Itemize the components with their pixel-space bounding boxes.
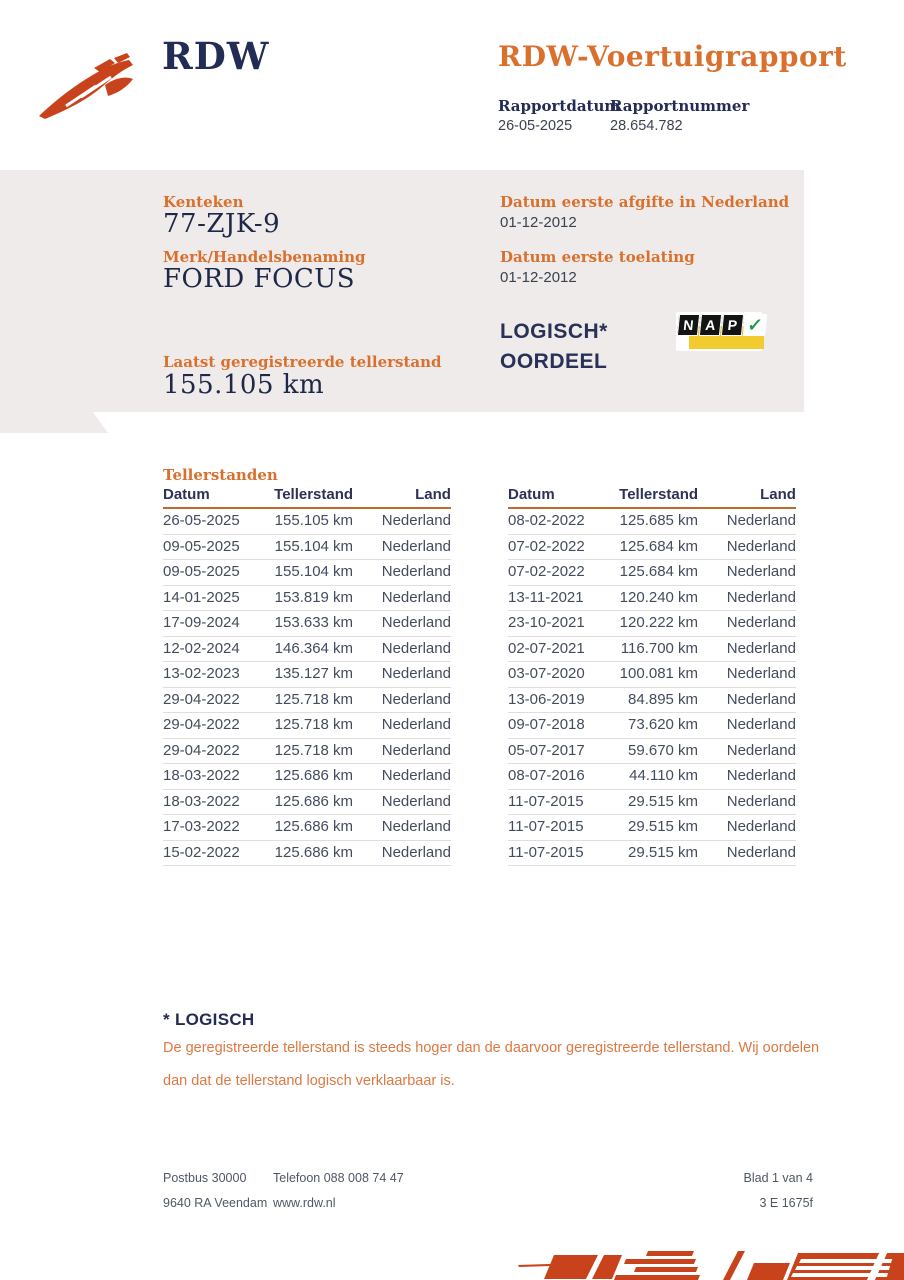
table-row <box>508 535 796 561</box>
table-row <box>163 790 451 816</box>
table-cell: 44.110 km <box>629 767 699 784</box>
table-cell: 73.620 km <box>628 716 699 733</box>
table-cell: 11-07-2015 <box>508 792 584 810</box>
table-cell: 13-02-2023 <box>163 665 240 682</box>
table-cell: 29-04-2022 <box>163 741 240 759</box>
table-cell: 125.686 km <box>274 843 354 861</box>
table-cell: 125.686 km <box>274 767 354 784</box>
table-row <box>163 739 451 765</box>
table-row <box>508 637 796 663</box>
table-cell: Nederland <box>726 588 796 606</box>
table-cell: 07-02-2022 <box>508 537 585 555</box>
table-row <box>508 560 796 586</box>
table-cell: Nederland <box>726 792 796 810</box>
column-header-land: Land <box>760 486 796 503</box>
nap-check-icon: ✓ <box>743 314 767 336</box>
table-row <box>508 662 796 688</box>
report-number-label: Rapportnummer <box>610 97 750 115</box>
table-row <box>508 764 796 790</box>
footer-address-line2: 9640 RA Veendam <box>163 1196 268 1210</box>
table-cell: 125.718 km <box>274 716 354 733</box>
table-row <box>508 611 796 637</box>
table-row <box>508 790 796 816</box>
table-cell: Nederland <box>381 792 451 810</box>
table-cell: Nederland <box>726 665 796 682</box>
tellerstand-label: Laatst geregistreerde tellerstand <box>163 353 442 371</box>
table-cell: 135.127 km <box>274 665 354 682</box>
footer-phone: Telefoon 088 008 74 47 <box>273 1171 404 1185</box>
table-cell: 02-07-2021 <box>508 639 585 657</box>
table-cell: 100.081 km <box>619 665 699 682</box>
table-cell: 03-07-2020 <box>508 665 585 682</box>
table-cell: 125.684 km <box>619 537 699 555</box>
table-cell: 11-07-2015 <box>508 843 584 861</box>
logisch-note-text: De geregistreerde tellerstand is steeds hoger dan de daarvoor geregistreerde tellerstand. Wij oordelen dan dat de tellerstand logisch verklaarbaar is. <box>163 1040 820 1089</box>
table-row <box>163 764 451 790</box>
nap-letter-p: P <box>721 314 744 336</box>
report-number-value: 28.654.782 <box>610 118 683 134</box>
table-row <box>163 815 451 841</box>
table-cell: Nederland <box>726 512 796 529</box>
footer-form-code: 3 E 1675f <box>759 1196 813 1210</box>
table-cell: Nederland <box>726 767 796 784</box>
table-cell: Nederland <box>381 614 451 631</box>
table-cell: 18-03-2022 <box>163 792 240 810</box>
column-header-tellerstand: Tellerstand <box>274 486 354 503</box>
table-cell: 125.685 km <box>619 512 699 529</box>
table-cell: Nederland <box>726 818 796 835</box>
summary-panel-foot <box>0 412 110 433</box>
rdw-feather-logo <box>34 48 144 126</box>
table-row <box>508 586 796 612</box>
table-cell: 29-04-2022 <box>163 690 240 708</box>
verdict-line1: LOGISCH* <box>500 320 608 343</box>
table-row <box>508 713 796 739</box>
table-cell: 84.895 km <box>628 690 699 708</box>
table-cell: 120.222 km <box>619 614 699 631</box>
table-cell: 18-03-2022 <box>163 767 240 784</box>
table-cell: Nederland <box>726 690 796 708</box>
table-cell: 13-11-2021 <box>508 588 584 606</box>
table-row <box>163 688 451 714</box>
table-cell: Nederland <box>726 843 796 861</box>
column-header-tellerstand: Tellerstand <box>619 486 699 503</box>
table-row <box>163 637 451 663</box>
tellerstand-value: 155.105 km <box>163 370 325 400</box>
table-cell: 09-05-2025 <box>163 563 240 580</box>
table-row <box>163 611 451 637</box>
logisch-note-heading: * LOGISCH <box>163 1010 255 1029</box>
table-cell: 14-01-2025 <box>163 588 240 606</box>
table-cell: Nederland <box>381 767 451 784</box>
table-row <box>508 815 796 841</box>
rdw-speed-stripes-graphic <box>498 1238 904 1280</box>
table-cell: Nederland <box>381 512 451 529</box>
column-header-land: Land <box>415 486 451 503</box>
table-cell: Nederland <box>381 690 451 708</box>
table-body <box>163 509 451 866</box>
table-header-row <box>163 486 451 509</box>
table-cell: 59.670 km <box>628 741 699 759</box>
merk-value: FORD FOCUS <box>163 264 356 294</box>
table-cell: 125.686 km <box>274 818 354 835</box>
nap-letter-n: N <box>677 314 700 336</box>
table-cell: Nederland <box>381 588 451 606</box>
table-cell: 146.364 km <box>274 639 354 657</box>
table-row <box>163 535 451 561</box>
verdict-line2: OORDEEL <box>500 350 608 373</box>
table-cell: 05-07-2017 <box>508 741 585 759</box>
table-cell: Nederland <box>726 639 796 657</box>
report-date-label: Rapportdatum <box>498 97 621 115</box>
table-cell: 125.718 km <box>274 690 354 708</box>
table-cell: Nederland <box>381 843 451 861</box>
table-cell: 15-02-2022 <box>163 843 240 861</box>
footer-address-line1: Postbus 30000 <box>163 1171 247 1185</box>
table-cell: 29-04-2022 <box>163 716 240 733</box>
table-cell: Nederland <box>381 741 451 759</box>
table-row <box>163 586 451 612</box>
table-row <box>163 560 451 586</box>
footer-website: www.rdw.nl <box>273 1196 336 1210</box>
page-title: RDW-Voertuigrapport <box>498 40 847 73</box>
table-cell: 116.700 km <box>620 639 699 657</box>
table-cell: 13-06-2019 <box>508 690 585 708</box>
afgifte-value: 01-12-2012 <box>500 214 577 231</box>
column-header-datum: Datum <box>163 486 210 503</box>
table-cell: 09-05-2025 <box>163 537 240 555</box>
table-cell: Nederland <box>381 563 451 580</box>
column-header-datum: Datum <box>508 486 555 503</box>
table-cell: Nederland <box>381 818 451 835</box>
nap-logo <box>676 312 762 351</box>
table-cell: 29.515 km <box>628 818 699 835</box>
table-cell: 23-10-2021 <box>508 614 585 631</box>
table-cell: Nederland <box>726 716 796 733</box>
table-cell: Nederland <box>381 537 451 555</box>
afgifte-label: Datum eerste afgifte in Nederland <box>500 193 790 211</box>
table-cell: Nederland <box>726 563 796 580</box>
table-cell: 09-07-2018 <box>508 716 585 733</box>
table-body <box>508 509 796 866</box>
table-cell: Nederland <box>381 716 451 733</box>
rdw-wordmark: RDW <box>162 34 270 78</box>
table-cell: Nederland <box>381 639 451 657</box>
kenteken-label: Kenteken <box>163 193 244 211</box>
table-cell: 07-02-2022 <box>508 563 585 580</box>
verdict-text <box>500 317 608 377</box>
table-cell: 11-07-2015 <box>508 818 584 835</box>
table-cell: 26-05-2025 <box>163 512 240 529</box>
table-cell: 12-02-2024 <box>163 639 240 657</box>
table-cell: 120.240 km <box>619 588 699 606</box>
tellerstanden-table-right <box>508 486 796 866</box>
table-cell: 153.819 km <box>274 588 354 606</box>
merk-label: Merk/Handelsbenaming <box>163 248 366 266</box>
tellerstanden-table-left <box>163 486 451 866</box>
table-row <box>163 509 451 535</box>
table-cell: Nederland <box>381 665 451 682</box>
table-cell: Nederland <box>726 741 796 759</box>
table-cell: 29.515 km <box>628 792 699 810</box>
table-row <box>163 713 451 739</box>
table-row <box>508 509 796 535</box>
table-row <box>508 688 796 714</box>
report-date-value: 26-05-2025 <box>498 118 573 134</box>
table-row <box>508 739 796 765</box>
toelating-value: 01-12-2012 <box>500 269 577 286</box>
tellerstanden-title: Tellerstanden <box>163 466 278 484</box>
table-cell: 155.105 km <box>274 512 354 529</box>
table-row <box>508 841 796 867</box>
table-cell: 08-02-2022 <box>508 512 585 529</box>
table-cell: 17-03-2022 <box>163 818 240 835</box>
table-cell: 125.718 km <box>274 741 354 759</box>
footer-page-number: Blad 1 van 4 <box>743 1171 813 1185</box>
table-cell: 29.515 km <box>628 843 699 861</box>
table-cell: Nederland <box>726 614 796 631</box>
table-cell: Nederland <box>726 537 796 555</box>
table-cell: 125.686 km <box>274 792 354 810</box>
table-cell: 155.104 km <box>274 563 354 580</box>
table-row <box>163 662 451 688</box>
table-cell: 17-09-2024 <box>163 614 240 631</box>
table-cell: 08-07-2016 <box>508 767 585 784</box>
table-row <box>163 841 451 867</box>
toelating-label: Datum eerste toelating <box>500 248 695 266</box>
nap-letter-a: A <box>699 314 722 336</box>
table-cell: 153.633 km <box>274 614 354 631</box>
kenteken-value: 77-ZJK-9 <box>163 209 281 239</box>
table-header-row <box>508 486 796 509</box>
table-cell: 125.684 km <box>619 563 699 580</box>
table-cell: 155.104 km <box>274 537 354 555</box>
